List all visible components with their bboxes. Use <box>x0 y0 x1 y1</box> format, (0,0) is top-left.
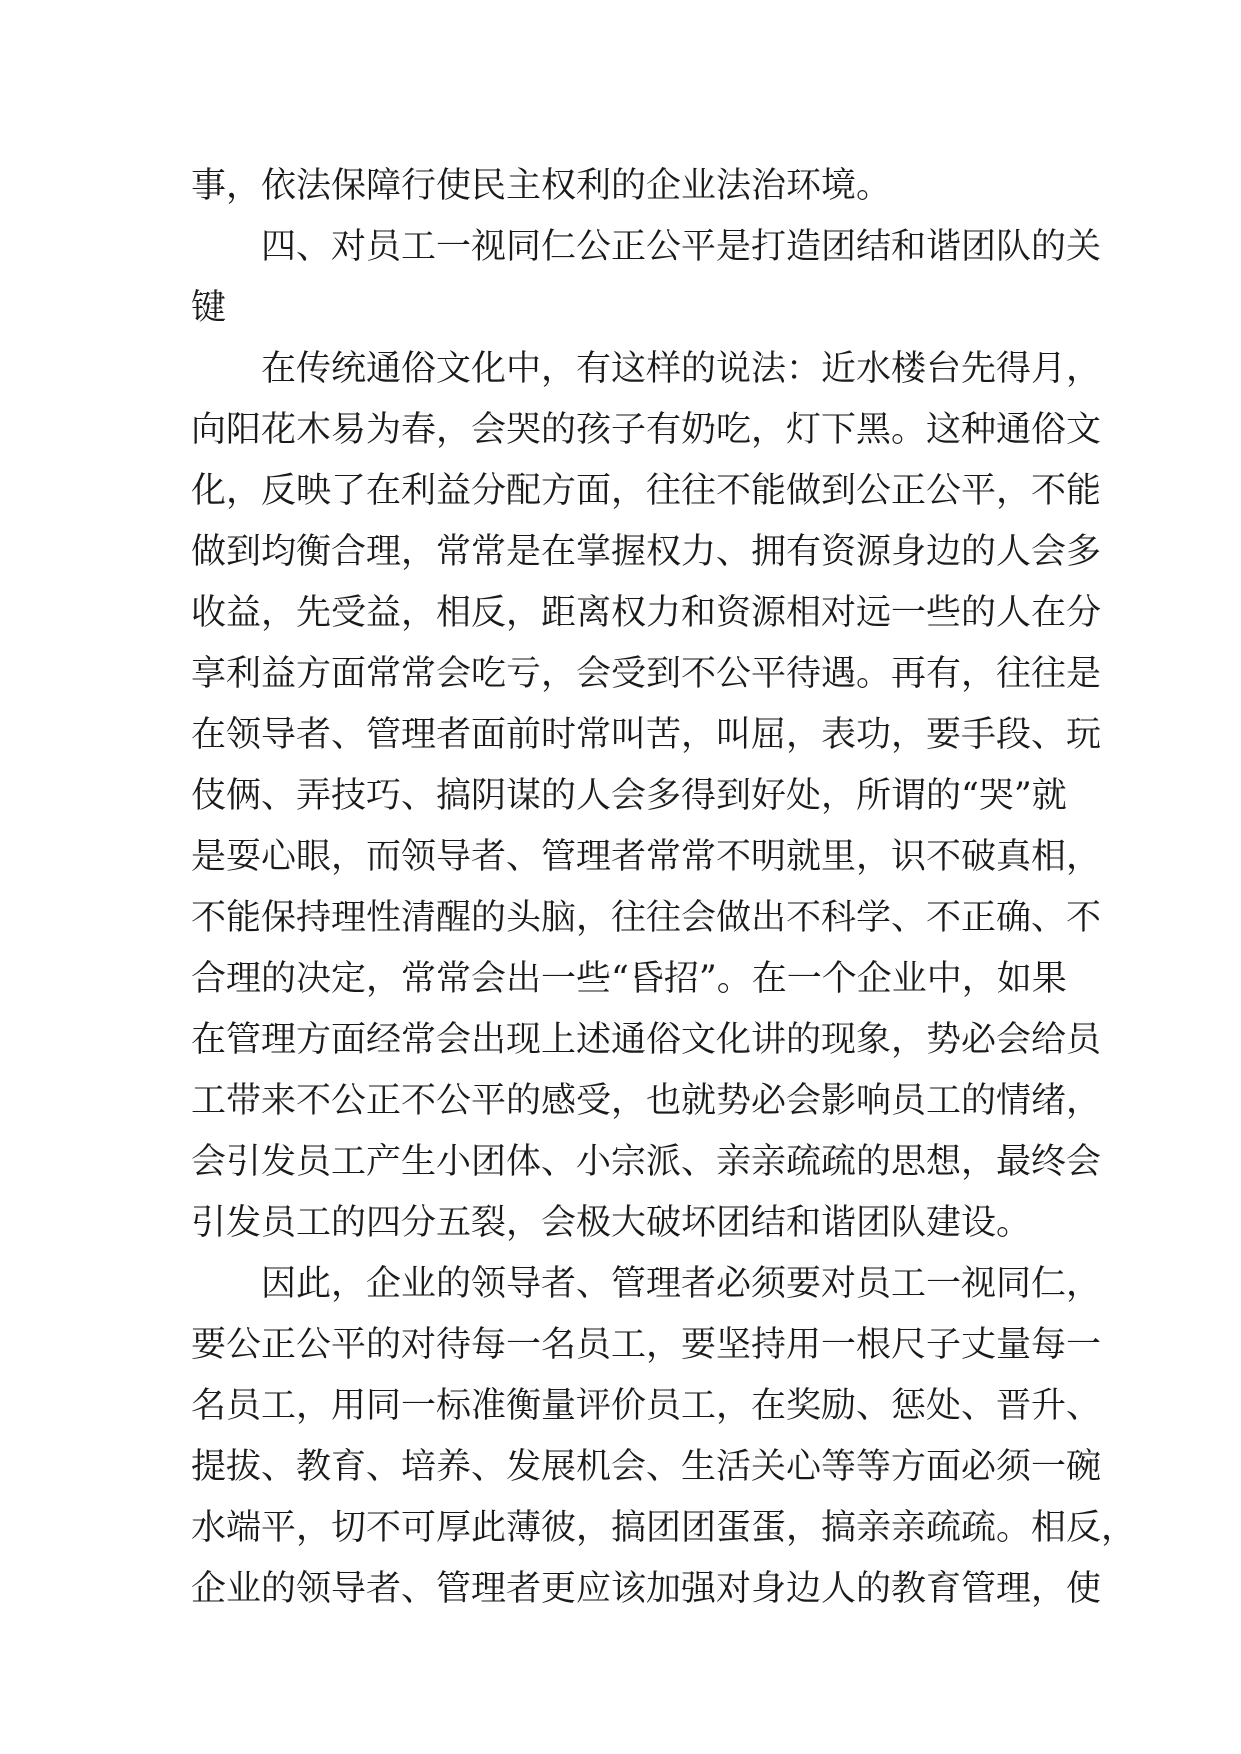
text-line: 享利益方面常常会吃亏，会受到不公平待遇。再有，往往是 <box>191 654 1102 694</box>
text-line: 企业的领导者、管理者更应该加强对身边人的教育管理，使 <box>191 1569 1102 1609</box>
text-line: 是耍心眼，而领导者、管理者常常不明就里，识不破真相， <box>191 837 1102 877</box>
text-line: 因此，企业的领导者、管理者必须要对员工一视同仁， <box>261 1264 1102 1304</box>
text-line: 化，反映了在利益分配方面，往往不能做到公正公平，不能 <box>191 471 1102 511</box>
text-line: 向阳花木易为春，会哭的孩子有奶吃，灯下黑。这种通俗文 <box>191 410 1102 450</box>
body-text <box>191 156 1137 1620</box>
text-line: 会引发员工产生小团体、小宗派、亲亲疏疏的思想，最终会 <box>191 1142 1102 1182</box>
text-line: 做到均衡合理，常常是在掌握权力、拥有资源身边的人会多 <box>191 532 1102 572</box>
text-line: 不能保持理性清醒的头脑，往往会做出不科学、不正确、不 <box>191 898 1102 938</box>
text-line: 事，依法保障行使民主权利的企业法治环境。 <box>191 166 892 206</box>
text-line: 在领导者、管理者面前时常叫苦，叫屈，表功，要手段、玩 <box>191 715 1102 755</box>
text-line: 伎俩、弄技巧、搞阴谋的人会多得到好处，所谓的“哭”就 <box>191 776 1067 816</box>
text-line: 键 <box>191 288 227 328</box>
text-line: 在管理方面经常会出现上述通俗文化讲的现象，势必会给员 <box>191 1020 1102 1060</box>
text-line: 在传统通俗文化中，有这样的说法：近水楼台先得月， <box>261 349 1102 389</box>
text-line: 引发员工的四分五裂，会极大破坏团结和谐团队建设。 <box>191 1203 1032 1243</box>
text-line: 合理的决定，常常会出一些“昏招”。在一个企业中，如果 <box>191 959 1067 999</box>
text-line: 收益，先受益，相反，距离权力和资源相对远一些的人在分 <box>191 593 1102 633</box>
text-line: 名员工，用同一标准衡量评价员工，在奖励、惩处、晋升、 <box>191 1386 1102 1426</box>
text-line: 要公正公平的对待每一名员工，要坚持用一根尺子丈量每一 <box>191 1325 1102 1365</box>
text-line: 提拔、教育、培养、发展机会、生活关心等等方面必须一碗 <box>191 1447 1102 1487</box>
text-line: 工带来不公正不公平的感受，也就势必会影响员工的情绪， <box>191 1081 1102 1121</box>
text-line: 水端平，切不可厚此薄彼，搞团团蛋蛋，搞亲亲疏疏。相反， <box>191 1508 1137 1548</box>
text-line: 四、对员工一视同仁公正公平是打造团结和谐团队的关 <box>261 227 1102 267</box>
